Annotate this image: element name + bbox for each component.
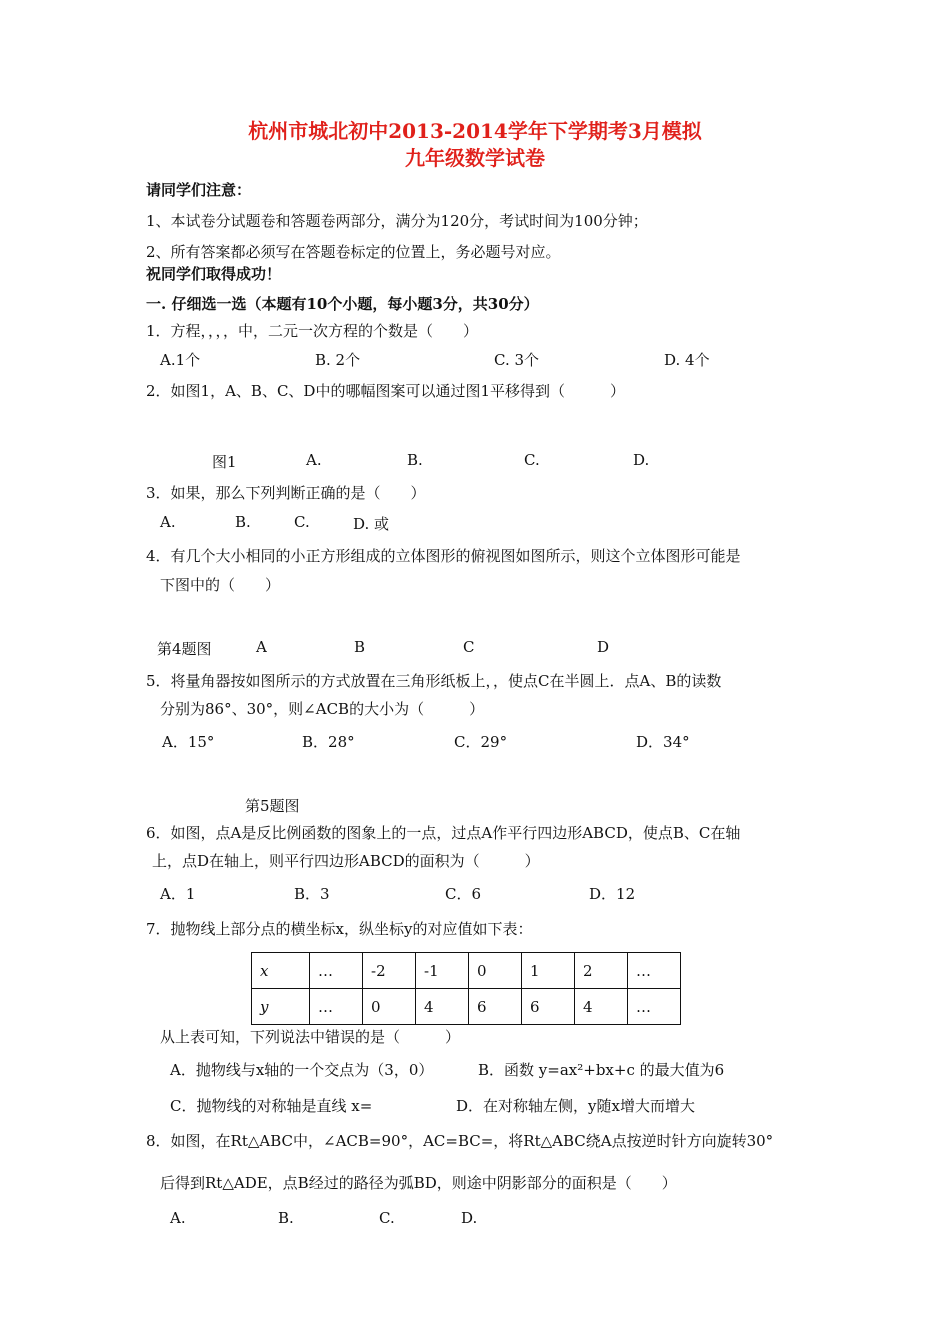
q3-option-a: A. — [160, 513, 176, 531]
q6-option-a: A．1 — [160, 885, 196, 903]
table-cell: 2 — [575, 953, 628, 989]
table-cell: 1 — [522, 953, 575, 989]
q8-option-c: C. — [379, 1209, 395, 1227]
notice-heading: 请同学们注意： — [146, 181, 252, 199]
q7-value-table — [251, 952, 681, 1025]
q3-option-b: B. — [235, 513, 251, 531]
q4-stem-line2: 下图中的（ ） — [160, 576, 281, 594]
q1-option-d: D. 4个 — [664, 351, 710, 369]
notice-item-1: 1、本试卷分试题卷和答题卷两部分，满分为120分，考试时间为100分钟； — [146, 212, 648, 230]
table-row — [252, 953, 681, 989]
q5-stem-line2: 分别为86°、30°，则∠ACB的大小为（ ） — [160, 700, 485, 718]
q5-option-d: D．34° — [636, 733, 690, 751]
q6-option-b: B．3 — [294, 885, 330, 903]
q3-option-c: C. — [294, 513, 310, 531]
section1-heading: 一. 仔细选一选（本题有10个小题，每小题3分，共30分） — [146, 295, 539, 313]
q7-option-a: A．抛物线与x轴的一个交点为（3，0） — [170, 1061, 434, 1079]
q8-option-a: A. — [170, 1209, 186, 1227]
table-cell: y — [252, 989, 310, 1025]
q6-stem-line2: 上，点D在轴上，则平行四边形ABCD的面积为（ ） — [152, 852, 540, 870]
q1-option-b: B. 2个 — [315, 351, 361, 369]
q7-option-c: C．抛物线的对称轴是直线 x= — [170, 1097, 373, 1115]
q8-option-b: B. — [278, 1209, 294, 1227]
q2-figure-c-label: C. — [524, 451, 540, 469]
table-cell: x — [252, 953, 310, 989]
q2-stem: 2．如图1，A、B、C、D中的哪幅图案可以通过图1平移得到（ ） — [146, 382, 625, 400]
q3-option-d: D. 或 — [353, 515, 390, 533]
q4-figure-c-label: C — [463, 638, 475, 656]
exam-title-line2: 九年级数学试卷 — [405, 146, 545, 170]
exam-title-line1: 杭州市城北初中2013-2014学年下学期考3月模拟 — [248, 119, 702, 143]
q6-option-c: C．6 — [445, 885, 482, 903]
q4-figure-caption: 第4题图 — [157, 640, 212, 658]
table-cell: 4 — [575, 989, 628, 1025]
q7-option-d: D．在对称轴左侧，y随x增大而增大 — [456, 1097, 695, 1115]
q2-figure-1-label: 图1 — [212, 453, 237, 471]
q1-stem: 1．方程，，，，中，二元一次方程的个数是（ ） — [146, 322, 479, 340]
table-cell: -2 — [363, 953, 416, 989]
q6-stem-line1: 6．如图，点A是反比例函数的图象上的一点，过点A作平行四边形ABCD，使点B、C在轴 — [146, 824, 741, 842]
q8-option-d: D. — [461, 1209, 478, 1227]
table-cell: … — [310, 989, 363, 1025]
notice-item-2: 2、所有答案都必须写在答题卷标定的位置上，务必题号对应。 — [146, 243, 561, 261]
table-cell: 0 — [363, 989, 416, 1025]
q7-stem: 7．抛物线上部分点的横坐标x，纵坐标y的对应值如下表： — [146, 920, 533, 938]
table-cell: … — [628, 989, 681, 1025]
table-cell: -1 — [416, 953, 469, 989]
q2-figure-a-label: A. — [306, 451, 322, 469]
q5-figure-caption: 第5题图 — [245, 797, 300, 815]
table-cell: 4 — [416, 989, 469, 1025]
q7-option-b: B．函数 y=ax²+bx+c 的最大值为6 — [478, 1061, 725, 1079]
table-cell: 6 — [469, 989, 522, 1025]
q8-stem-line1: 8．如图，在Rt△ABC中，∠ACB=90°，AC=BC=，将Rt△ABC绕A点按逆时针方向旋转30° — [146, 1132, 774, 1150]
q6-option-d: D．12 — [589, 885, 636, 903]
q4-figure-b-label: B — [354, 638, 366, 656]
q5-option-a: A．15° — [162, 733, 215, 751]
table-cell: 0 — [469, 953, 522, 989]
table-cell: … — [310, 953, 363, 989]
table-row — [252, 989, 681, 1025]
q1-option-a: A.1个 — [160, 351, 201, 369]
table-cell: 6 — [522, 989, 575, 1025]
notice-wish: 祝同学们取得成功！ — [146, 265, 282, 283]
q5-option-b: B．28° — [302, 733, 355, 751]
q8-stem-line2: 后得到Rt△ADE，点B经过的路径为弧BD，则途中阴影部分的面积是（ ） — [160, 1174, 677, 1192]
q2-figure-b-label: B. — [407, 451, 423, 469]
q5-option-c: C．29° — [454, 733, 508, 751]
table-cell: … — [628, 953, 681, 989]
q4-figure-d-label: D — [597, 638, 610, 656]
q2-figure-d-label: D. — [633, 451, 650, 469]
q4-stem-line1: 4．有几个大小相同的小正方形组成的立体图形的俯视图如图所示，则这个立体图形可能是 — [146, 547, 741, 565]
q4-figure-a-label: A — [256, 638, 267, 656]
q7-after-table: 从上表可知，下列说法中错误的是（ ） — [160, 1028, 461, 1046]
q3-stem: 3．如果，那么下列判断正确的是（ ） — [146, 484, 426, 502]
q5-stem-line1: 5．将量角器按如图所示的方式放置在三角形纸板上，，使点C在半圆上．点A、B的读数 — [146, 672, 722, 690]
q1-option-c: C. 3个 — [494, 351, 540, 369]
